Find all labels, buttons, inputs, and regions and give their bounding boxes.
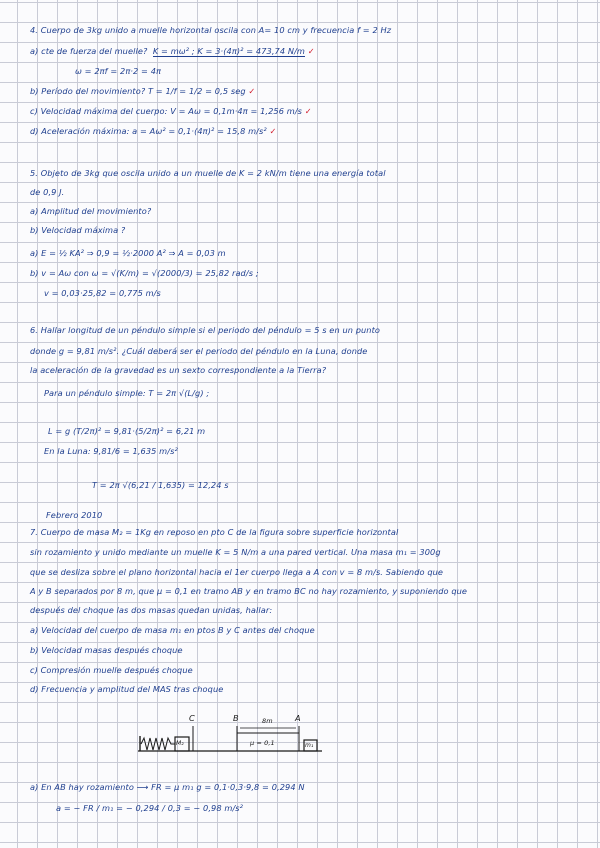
spring-icon [141, 738, 175, 750]
p7-c-question: c) Compresión muelle después choque [30, 665, 193, 675]
p6-formula-period: Para un péndulo simple: T = 2π √(L/g) ; [44, 388, 210, 398]
label-distance: 8m [262, 717, 273, 725]
p7-solution-acceleration: a = − FR / m₁ = − 0,294 / 0,3 = − 0,98 m/s² [56, 803, 244, 813]
check-icon: ✓ [307, 46, 315, 56]
p4-b: b) Período del movimiento? T = 1/f = 1/2 = 0,5 seg ✓ [30, 86, 256, 96]
p5-a-question: a) Amplitud del movimiento? [30, 206, 152, 216]
label-c: C [189, 713, 195, 723]
p5-solution-a: a) E = ½ KA² ⇒ 0,9 = ½·2000 A² ⇒ A = 0,03 m [30, 248, 226, 258]
p5-b-question: b) Velocidad máxima ? [30, 225, 126, 235]
p7-d-question: d) Frecuencia y amplitud del MAS tras choque [30, 684, 224, 694]
label-m1: m₁ [305, 742, 314, 749]
p6-line2: donde g = 9,81 m/s². ¿Cuál deberá ser el periodo del péndulo en la Luna, donde [30, 346, 368, 356]
label-b: B [233, 713, 239, 723]
label-m2: M₂ [176, 740, 184, 747]
label-mu: μ = 0,1 [250, 739, 275, 747]
p4-omega: ω = 2πf = 2π·2 = 4π [75, 66, 162, 76]
p7-solution-friction: a) En AB hay rozamiento ⟶ FR = μ m₁ g = 0,1·0,3·9,8 = 0,294 N [30, 782, 305, 792]
p6-moon-period: T = 2π √(6,21 / 1,635) = 12,24 s [92, 480, 229, 490]
check-icon: ✓ [269, 126, 277, 136]
p6-line1: 6. Hallar longitud de un péndulo simple si el periodo del péndulo = 5 s en un punto [30, 325, 381, 335]
check-icon: ✓ [248, 86, 256, 96]
check-icon: ✓ [304, 106, 312, 116]
p7-a-question: a) Velocidad del cuerpo de masa m₁ en ptos B y C antes del choque [30, 625, 315, 635]
p6-moon-gravity: En la Luna: 9,81/6 = 1,635 m/s² [44, 446, 178, 456]
p6-formula-length: L = g (T/2π)² = 9,81·(5/2π)² = 6,21 m [48, 426, 206, 436]
label-a: A [295, 713, 301, 723]
p7-line4: A y B separados por 8 m, que μ = 0,1 en tramo AB y en tramo BC no hay rozamiento, y suponiendo que [30, 586, 468, 596]
p5-line2: de 0,9 J. [30, 187, 65, 197]
p5-solution-b: b) v = Aω con ω = √(K/m) = √(2000/3) = 25,82 rad/s ; [30, 268, 259, 278]
p7-line3: que se desliza sobre el plano horizontal hacia el 1er cuerpo llega a A con v = 8 m/s. Sabiendo que [30, 567, 444, 577]
p7-line2: sin rozamiento y unido mediante un muelle K = 5 N/m a una pared vertical. Una masa m₁ = 300g [30, 547, 441, 557]
p4-a-question: a) cte de fuerza del muelle? K = mω² ; K = 3·(4π)² = 473,74 N/m ✓ [30, 46, 315, 56]
p4-d: d) Aceleración máxima: a = Aω² = 0,1·(4π)² = 15,8 m/s² ✓ [30, 126, 277, 136]
p7-b-question: b) Velocidad masas después choque [30, 645, 183, 655]
p7-line5: después del choque las dos masas quedan unidas, hallar: [30, 605, 273, 615]
p6-line3: la aceleración de la gravedad es un sexto correspondiente a la Tierra? [30, 365, 327, 375]
p4-header: 4. Cuerpo de 3kg unido a muelle horizontal oscila con A= 10 cm y frecuencia f = 2 Hz [30, 25, 392, 35]
p4-c: c) Velocidad máxima del cuerpo: V = Aω = 0,1m·4π = 1,256 m/s ✓ [30, 106, 312, 116]
p7-date: Febrero 2010 [46, 510, 103, 520]
p7-line1: 7. Cuerpo de masa M₂ = 1Kg en reposo en pto C de la figura sobre superficie horizontal [30, 527, 399, 537]
p5-line1: 5. Objeto de 3kg que oscila unido a un muelle de K = 2 kN/m tiene una energía total [30, 168, 386, 178]
p5-solution-c: v = 0,03·25,82 = 0,775 m/s [44, 288, 161, 298]
